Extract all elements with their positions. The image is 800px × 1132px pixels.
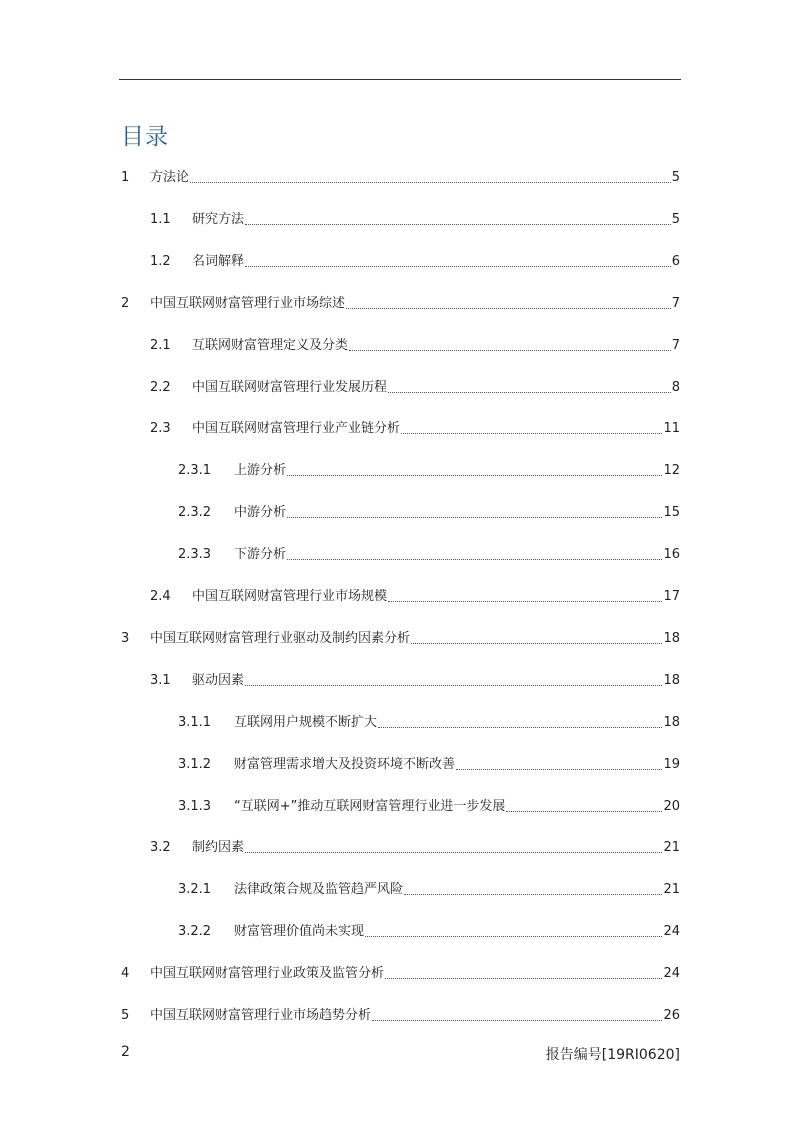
toc-dot-leader	[190, 182, 671, 183]
toc-entry-number: 3.1	[150, 673, 171, 688]
toc-entry-title: 法律政策合规及监管趋严风险	[234, 882, 404, 897]
toc-entry-page: 21	[663, 882, 680, 897]
toc-entry-number: 3.1.2	[178, 757, 212, 772]
toc-entry-title: 中国互联网财富管理行业政策及监管分析	[150, 966, 385, 981]
toc-entry-page: 24	[663, 924, 680, 939]
toc-entry-number: 1	[121, 170, 130, 185]
toc-entry[interactable]	[121, 628, 680, 648]
toc-entry-page: 5	[671, 212, 680, 227]
toc-entry-title: 方法论	[150, 170, 190, 185]
toc-title: 目录	[121, 124, 169, 150]
toc-entry-number: 2.4	[150, 589, 171, 604]
toc-entry-page: 24	[663, 966, 680, 981]
toc-entry[interactable]	[178, 879, 680, 899]
toc-entry-number: 2.3.2	[178, 505, 212, 520]
toc-entry[interactable]	[150, 335, 680, 355]
toc-dot-leader	[388, 601, 662, 602]
toc-dot-leader	[287, 475, 662, 476]
toc-dot-leader	[506, 811, 662, 812]
toc-dot-leader	[245, 224, 671, 225]
toc-dot-leader	[378, 727, 662, 728]
toc-entry-page: 21	[663, 840, 680, 855]
toc-entry-number: 3	[121, 631, 130, 646]
toc-entry[interactable]	[178, 460, 680, 480]
toc-dot-leader	[346, 308, 671, 309]
toc-entry[interactable]	[121, 963, 680, 983]
toc-entry-title: 财富管理需求增大及投资环境不断改善	[234, 757, 456, 772]
toc-entry-title: 上游分析	[234, 463, 287, 478]
toc-entry[interactable]	[121, 1005, 680, 1025]
toc-entry[interactable]	[150, 837, 680, 857]
toc-entry-number: 1.2	[150, 254, 171, 269]
toc-entry-number: 2.1	[150, 338, 171, 353]
toc-entry-page: 15	[663, 505, 680, 520]
toc-entry-title: 研究方法	[192, 212, 245, 227]
toc-entry[interactable]	[150, 670, 680, 690]
toc-entry[interactable]	[121, 167, 680, 187]
toc-entry-title: 财富管理价值尚未实现	[234, 924, 365, 939]
toc-entry-title: 下游分析	[234, 547, 287, 562]
toc-entry-number: 5	[121, 1008, 130, 1023]
toc-entry-number: 3.2	[150, 840, 171, 855]
toc-entry-number: 3.2.2	[178, 924, 212, 939]
toc-dot-leader	[372, 1020, 662, 1021]
toc-entry-page: 18	[663, 715, 680, 730]
toc-dot-leader	[365, 936, 662, 937]
toc-entry-title: 制约因素	[192, 840, 245, 855]
page-number: 2	[121, 1044, 130, 1060]
toc-entry-title: 中国互联网财富管理行业市场规模	[192, 589, 388, 604]
toc-entry-page: 16	[663, 547, 680, 562]
toc-entry-page: 12	[663, 463, 680, 478]
toc-dot-leader	[287, 517, 662, 518]
toc-entry[interactable]	[178, 754, 680, 774]
toc-entry-title: 互联网用户规模不断扩大	[234, 715, 378, 730]
toc-entry-title: 中国互联网财富管理行业市场综述	[150, 296, 346, 311]
toc-entry[interactable]	[178, 502, 680, 522]
toc-dot-leader	[349, 350, 671, 351]
toc-dot-leader	[245, 685, 662, 686]
toc-entry-title: 中国互联网财富管理行业市场趋势分析	[150, 1008, 372, 1023]
toc-dot-leader	[287, 559, 662, 560]
toc-entry-page: 11	[663, 421, 680, 436]
toc-entry-number: 4	[121, 966, 130, 981]
toc-entry-page: 8	[671, 380, 680, 395]
toc-entry-title: 驱动因素	[192, 673, 245, 688]
toc-entry-page: 5	[671, 170, 680, 185]
toc-entry-number: 1.1	[150, 212, 171, 227]
toc-entry-number: 2.3.3	[178, 547, 212, 562]
toc-entry-title: 中游分析	[234, 505, 287, 520]
toc-entry[interactable]	[121, 293, 680, 313]
toc-dot-leader	[404, 894, 662, 895]
toc-entry-page: 7	[671, 296, 680, 311]
toc-dot-leader	[385, 978, 662, 979]
toc-entry[interactable]	[150, 251, 680, 271]
toc-dot-leader	[411, 643, 662, 644]
toc-dot-leader	[245, 852, 662, 853]
toc-entry-title: 互联网财富管理定义及分类	[192, 338, 349, 353]
toc-entry-number: 2.3	[150, 421, 171, 436]
toc-entry-page: 18	[663, 631, 680, 646]
toc-entry-title: 中国互联网财富管理行业驱动及制约因素分析	[150, 631, 411, 646]
toc-entry-title: 中国互联网财富管理行业发展历程	[192, 380, 388, 395]
toc-entry-title: “互联网+”推动互联网财富管理行业进一步发展	[234, 799, 506, 814]
toc-entry-number: 2	[121, 296, 130, 311]
toc-entry-title: 中国互联网财富管理行业产业链分析	[192, 421, 401, 436]
toc-dot-leader	[245, 266, 671, 267]
toc-dot-leader	[388, 392, 671, 393]
toc-entry[interactable]	[150, 209, 680, 229]
toc-entry[interactable]	[178, 921, 680, 941]
toc-entry-title: 名词解释	[192, 254, 245, 269]
toc-entry-number: 3.2.1	[178, 882, 212, 897]
toc-entry[interactable]	[150, 377, 680, 397]
toc-entry-number: 3.1.3	[178, 799, 212, 814]
toc-entry[interactable]	[178, 712, 680, 732]
toc-entry-number: 3.1.1	[178, 715, 212, 730]
toc-entry-page: 26	[663, 1008, 680, 1023]
toc-entry-page: 18	[663, 673, 680, 688]
toc-entry-page: 19	[663, 757, 680, 772]
toc-entry-number: 2.2	[150, 380, 171, 395]
toc-dot-leader	[456, 769, 662, 770]
toc-entry-page: 7	[671, 338, 680, 353]
toc-entry[interactable]	[150, 586, 680, 606]
toc-entry[interactable]	[178, 544, 680, 564]
toc-entry-page: 20	[663, 799, 680, 814]
toc-entry[interactable]	[150, 418, 680, 438]
toc-dot-leader	[401, 433, 662, 434]
toc-entry-number: 2.3.1	[178, 463, 212, 478]
toc-entry-page: 17	[663, 589, 680, 604]
toc-entry-page: 6	[671, 254, 680, 269]
report-id: 报告编号[19RI0620]	[545, 1047, 680, 1063]
toc-entry[interactable]	[178, 796, 680, 816]
